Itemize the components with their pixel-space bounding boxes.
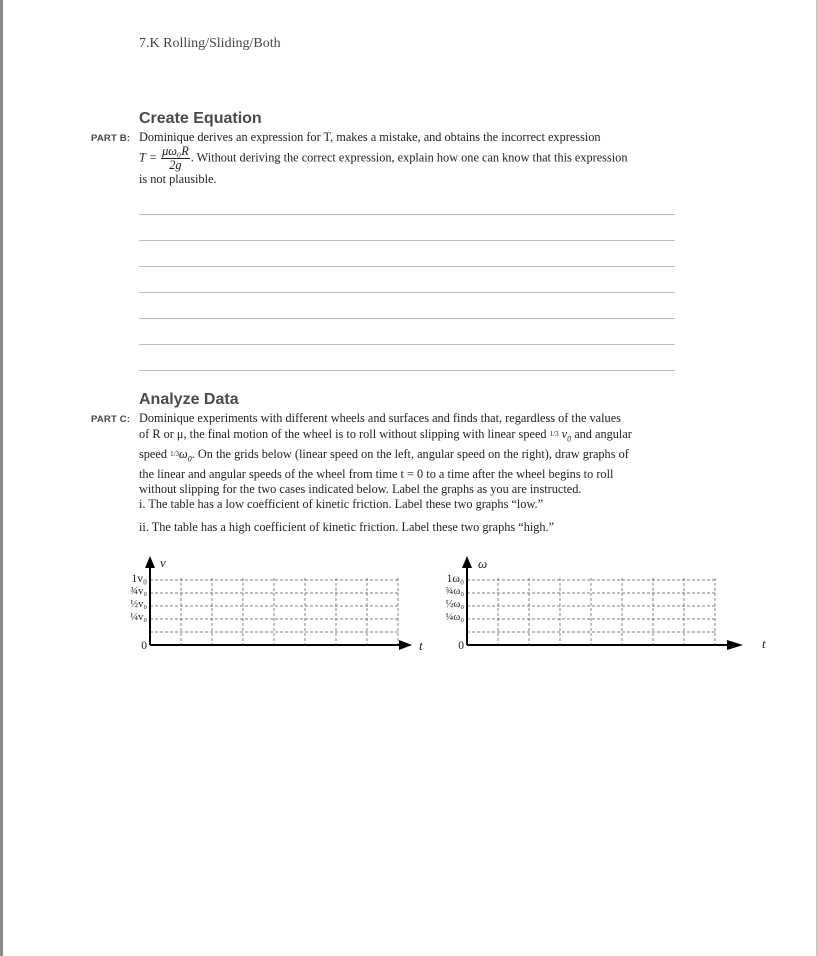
answer-line[interactable] (139, 344, 675, 345)
symbol-omega0: ω (179, 446, 188, 461)
part-c-line-5: without slipping for the two cases indicated below. Label the graphs as you are instructed. (139, 482, 582, 497)
section-title-analyze-data: Analyze Data (139, 391, 239, 408)
x-axis-label-t: t (419, 638, 423, 653)
part-c-line-4: the linear and angular speeds of the wheel from time t = 0 to a time after the wheel begins to roll (139, 466, 614, 481)
answer-line[interactable] (139, 266, 675, 267)
part-c-line-3a: speed (139, 446, 167, 461)
equation-fraction (161, 145, 190, 172)
answer-line[interactable] (139, 240, 675, 241)
part-c-line-2a: of R or μ, the final motion of the wheel is to roll without slipping with linear speed (139, 426, 547, 441)
x-axis-label-t: t (762, 636, 766, 651)
tick-label: ¼ω₀ (445, 612, 464, 623)
tick-label: 0 (141, 640, 147, 652)
part-b-equation-line (139, 145, 675, 172)
part-c-label: PART C: (91, 414, 131, 425)
angular-speed-grid[interactable] (427, 555, 757, 655)
item-ii: ii. The table has a high coefficient of kinetic friction. Label these two graphs “high.” (139, 520, 555, 534)
y-axis-arrow (145, 556, 155, 568)
part-c-prompt (139, 411, 675, 498)
answer-line[interactable] (139, 370, 675, 371)
equation-numerator: μω₀R (162, 143, 189, 158)
tick-label: ¼v₀ (130, 612, 147, 623)
tick-label: 0 (458, 640, 464, 652)
item-i: i. The table has a low coefficient of kinetic friction. Label these two graphs “low.” (139, 497, 544, 511)
tick-label: 1v₀ (131, 573, 147, 585)
page-left-edge (0, 0, 3, 956)
part-c-line-1: Dominique experiments with different wheels and surfaces and finds that, regardless of the values (139, 411, 621, 425)
answer-line[interactable] (139, 214, 675, 215)
part-c-line-2: of R or μ, the final motion of the wheel is to roll without slipping with linear speed 1/3 $v_0$ and angular (139, 426, 632, 444)
x-axis-arrow (727, 640, 743, 650)
equation-denominator: 2g (169, 157, 182, 172)
linear-speed-graph[interactable] (110, 555, 440, 655)
part-c-line-3c: . On the grids below (linear speed on the left, angular speed on the right), draw graphs of (191, 446, 629, 461)
answer-line[interactable] (139, 318, 675, 319)
x-axis-arrow (399, 640, 412, 650)
angular-speed-graph[interactable] (427, 555, 766, 655)
tick-label: ¾ω₀ (445, 586, 464, 597)
y-axis-arrow (462, 556, 472, 568)
part-b-line-1: Dominique derives an expression for T, makes a mistake, and obtains the incorrect expression (139, 130, 601, 144)
equation-lhs: T = (139, 149, 157, 164)
y-axis-label-v: v (160, 555, 166, 570)
fraction-one-third: 1/3 (549, 429, 559, 438)
tick-label: 1ω₀ (446, 573, 464, 585)
fraction-one-third: 1/3 (170, 449, 180, 458)
running-head: 7.K Rolling/Sliding/Both (139, 36, 281, 51)
y-axis-label-omega: ω (478, 556, 488, 571)
grid-lines (467, 578, 717, 645)
section-title-create-equation: Create Equation (139, 110, 262, 127)
part-c-line-3: speed $1/3\omega_0$. On the grids below (linear speed on the left, angular speed on the right), draw graphs of (139, 446, 629, 464)
part-b-label: PART B: (91, 133, 131, 144)
answer-line[interactable] (139, 292, 675, 293)
tick-label: ¾v₀ (130, 586, 147, 597)
tick-label: ½v₀ (130, 599, 147, 610)
part-b-line-3: is not plausible. (139, 171, 217, 186)
symbol-v0: v (561, 426, 568, 441)
part-b-prompt (139, 130, 675, 187)
part-c-line-2c: and angular (574, 426, 632, 441)
part-b-line-2: . Without deriving the correct expression, explain how one can know that this expression (190, 149, 628, 164)
tick-label: ½ω₀ (445, 599, 464, 610)
grid-lines (150, 578, 400, 645)
